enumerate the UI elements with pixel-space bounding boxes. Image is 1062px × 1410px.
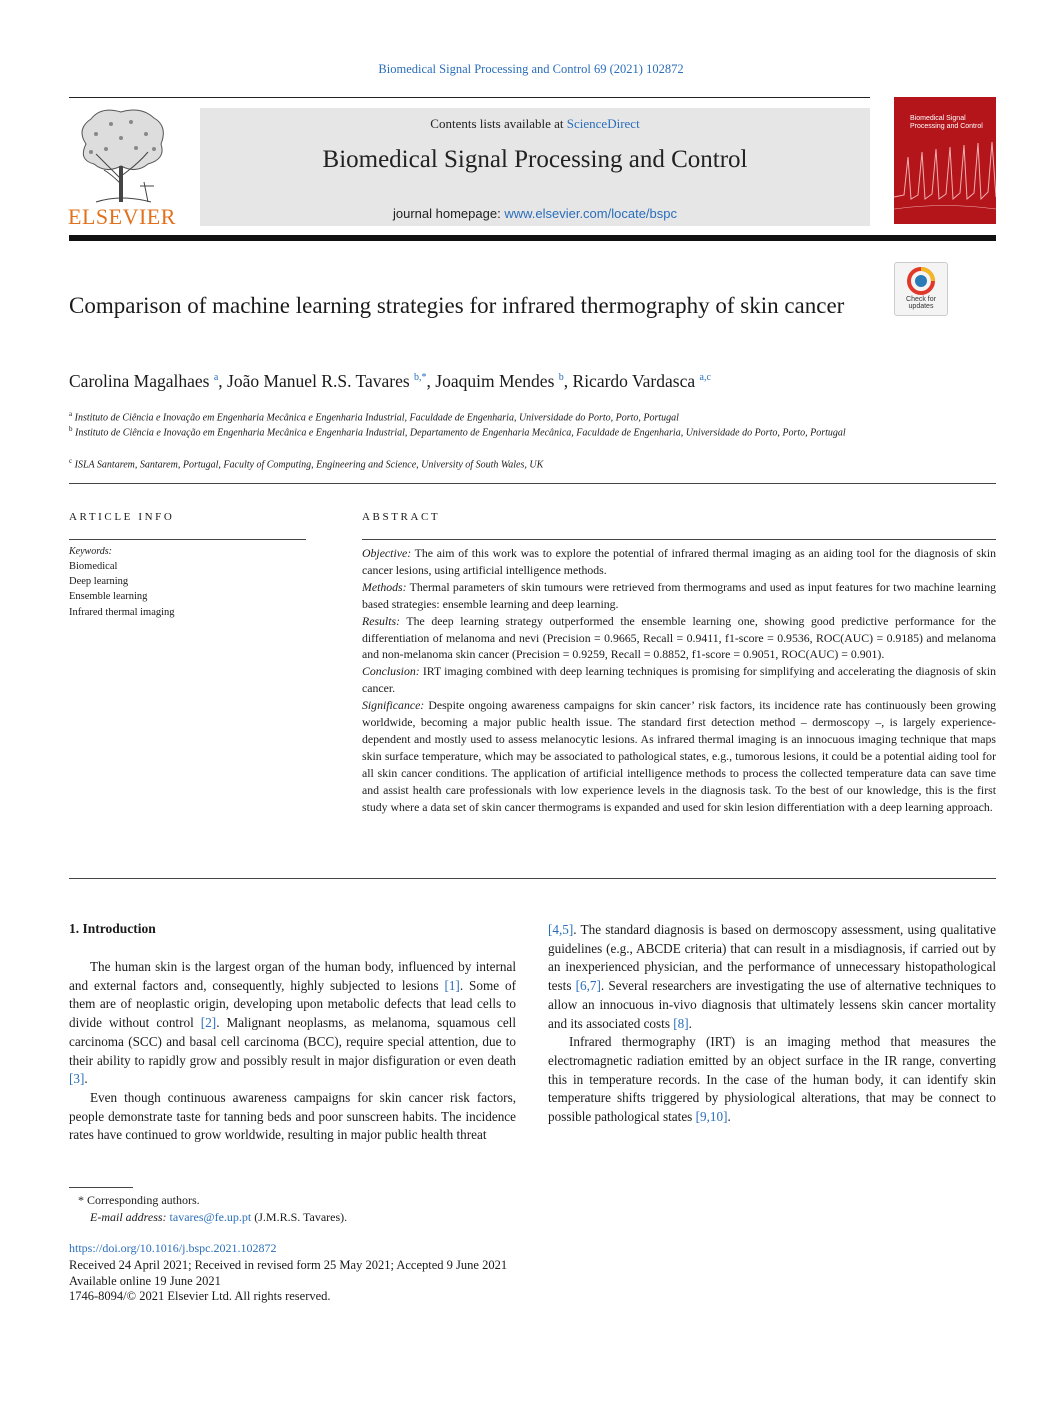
paragraph: The human skin is the largest organ of the human body, influenced by internal and external factors and, consequently, highly subjected to lesions [1]. Some of them are of neoplastic origin, developing upon metabolic defects that lead cells to divide without control [2]. Malignant neoplasms, as melanoma, squamous cell carcinoma (SCC) and basal cell carcinoma (BCC), require special attention, due to their ability to rapidly grow and possibly result in major disfiguration or even death [3]. bbox=[69, 959, 516, 1087]
abstract-heading: ABSTRACT bbox=[362, 511, 441, 523]
paragraph-continued: [4,5]. The standard diagnosis is based on dermoscopy assessment, using qualitative guidelines (e.g., ABCDE criteria) that can result in a misdiagnosis, if carried out by an inexperienced physician, and the performance of unnecessary histopathological tests [6,7]. Several researchers are investigating the use of alternative techniques to allow an innocuous in-vivo diagnosis that ultimately lessens skin cancer mortality and its associated costs [8]. bbox=[548, 922, 996, 1031]
article-info-heading: ARTICLE INFO bbox=[69, 511, 175, 523]
sciencedirect-link[interactable]: ScienceDirect bbox=[566, 116, 640, 131]
affiliation: $^c$ ISLA Santarem, Santarem, Portugal, Faculty of Computing, Engineering and Science, University of South Wales, UK bbox=[69, 457, 544, 471]
keyword: Ensemble learning bbox=[69, 591, 148, 602]
doi-link[interactable]: https://doi.org/10.1016/j.bspc.2021.102872 bbox=[69, 1241, 277, 1255]
header-rule bbox=[69, 97, 870, 98]
article-title: Comparison of machine learning strategies for infrared thermography of skin cancer bbox=[69, 293, 845, 318]
homepage-line: journal homepage: www.elsevier.com/locate/bspc bbox=[393, 206, 677, 221]
section-rule bbox=[69, 878, 996, 879]
citation-link[interactable]: [8] bbox=[673, 1015, 689, 1031]
article-history bbox=[69, 1258, 507, 1305]
corresponding-note: * Corresponding authors. bbox=[78, 1193, 200, 1207]
contents-line: Contents lists available at ScienceDirect bbox=[430, 116, 640, 131]
article-info-rule bbox=[69, 539, 306, 540]
citation-link[interactable]: [6,7] bbox=[575, 978, 601, 994]
received-dates: Received 24 April 2021; Received in revised form 25 May 2021; Accepted 9 June 2021 bbox=[69, 1258, 508, 1272]
author-name[interactable]: Joaquim Mendes bbox=[435, 371, 555, 391]
body-column-right bbox=[548, 921, 996, 1127]
body-column-left bbox=[69, 958, 516, 1145]
publisher-name: ELSEVIER bbox=[68, 204, 176, 229]
author-affil-marker[interactable]: b,* bbox=[414, 372, 427, 384]
journal-citation[interactable]: Biomedical Signal Processing and Control 69 (2021) 102872 bbox=[378, 62, 684, 76]
cover-title: Biomedical Signal Processing and Control bbox=[910, 115, 983, 130]
available-online: Available online 19 June 2021 bbox=[69, 1273, 221, 1288]
email-line: E-mail address: tavares@fe.up.pt (J.M.R.S. Tavares). bbox=[90, 1210, 348, 1224]
check-updates-icon bbox=[907, 267, 935, 295]
footnote-rule bbox=[69, 1187, 133, 1188]
journal-cover[interactable] bbox=[894, 97, 996, 224]
abstract-conclusion: Conclusion: IRT imaging combined with deep learning techniques is promising for simplifying and accelerating the diagnosis of skin cancer. bbox=[362, 664, 996, 696]
keyword: Biomedical bbox=[69, 561, 118, 572]
author-affil-marker[interactable]: a bbox=[213, 372, 219, 384]
abstract-rule bbox=[362, 539, 996, 540]
citation-link[interactable]: [9,10] bbox=[695, 1109, 728, 1125]
paragraph: Even though continuous awareness campaigns for skin cancer risk factors, people demonstrate taste for tanning beds and poor sunscreen habits. The incidence rates have continued to grow worldwide, resulting in major public health threat bbox=[69, 1089, 516, 1143]
email-link[interactable]: tavares@fe.up.pt bbox=[169, 1210, 252, 1224]
author-affil-marker[interactable]: a,c bbox=[699, 372, 711, 384]
keyword: Deep learning bbox=[69, 576, 129, 587]
check-updates-label: Check for updates bbox=[906, 296, 936, 310]
introduction-heading: 1. Introduction bbox=[69, 921, 156, 936]
abstract-body bbox=[362, 545, 996, 816]
abstract-methods: Methods: Thermal parameters of skin tumours were retrieved from thermograms and used as input features for two machine learning based strategies: ensemble learning and deep learning. bbox=[362, 579, 996, 611]
author-affil-marker[interactable]: b bbox=[558, 372, 564, 384]
author-name[interactable]: Ricardo Vardasca bbox=[572, 371, 696, 391]
homepage-link[interactable]: www.elsevier.com/locate/bspc bbox=[504, 206, 677, 221]
journal-banner bbox=[200, 108, 870, 226]
citation-link[interactable]: [2] bbox=[200, 1015, 217, 1031]
keywords-label: Keywords: bbox=[69, 546, 112, 557]
citation-link[interactable]: [4,5] bbox=[548, 922, 574, 937]
abstract-objective: Objective: The aim of this work was to explore the potential of infrared thermal imaging as an aiding tool for the diagnosis of skin cancer lesions, using artificial intelligence methods. bbox=[362, 546, 996, 577]
affiliation: $^b$ Instituto de Ciência e Inovação em Engenharia Mecânica e Engenharia Industrial, Departamento de Engenharia Mecânica, Faculdade de Engenharia, Universidade do Porto, Porto, Portugal bbox=[69, 425, 846, 439]
paragraph: Infrared thermography (IRT) is an imaging method that measures the electromagnetic radiation emitted by an object surface in the IR range, converting this in temperature records. In the case of the human body, it can identify skin temperature shifts triggered by physiological alterations, that may be connect to possible pathological states [9,10]. bbox=[548, 1034, 996, 1125]
copyright: 1746-8094/© 2021 Elsevier Ltd. All rights reserved. bbox=[69, 1289, 331, 1303]
abstract-results: Results: The deep learning strategy outperformed the ensemble learning one, showing good predictive performance for the differentiation of melanoma and nevi (Precision = 0.9665, Recall = 0.9411, f1-score = 0.9536, ROC(AUC) = 0.9185) and melanoma and non-melanoma skin cancer (Precision = 0.9259, Recall = 0.8852, f1-score = 0.9051, ROC(AUC) = 0.901). bbox=[362, 613, 996, 662]
section-rule bbox=[69, 483, 996, 484]
author-name[interactable]: João Manuel R.S. Tavares bbox=[227, 371, 410, 391]
header-thick-rule bbox=[69, 235, 996, 241]
citation-link[interactable]: [1] bbox=[444, 977, 460, 993]
journal-title: Biomedical Signal Processing and Control bbox=[322, 146, 748, 173]
keyword: Infrared thermal imaging bbox=[69, 607, 175, 618]
cover-signal-graphic bbox=[894, 137, 996, 224]
author-name[interactable]: Carolina Magalhaes bbox=[69, 371, 210, 391]
citation-link[interactable]: [3] bbox=[69, 1071, 85, 1087]
affiliation: $^a$ Instituto de Ciência e Inovação em Engenharia Mecânica e Engenharia Industrial, Faculdade de Engenharia, Universidade do Porto, Porto, Portugal bbox=[69, 410, 679, 424]
abstract-significance: Significance: Despite ongoing awareness campaigns for skin cancer’ risk factors, its incidence rate has continuously been growing worldwide, becoming a major public health issue. The standard first detection method – dermoscopy –, is largely experience-dependent and mostly used to assess melanocytic lesions. As infrared thermal imaging is an innocuous imaging technique that maps skin surface temperature, which may be associated to pathological states, e.g., tumorous lesions, it could be a potential aiding tool for all skin cancer conditions. The application of artificial intelligence methods to process the collected temperature data can save time and assist health care professionals with low experience levels in the diagnosis task. To the best of our knowledge, this is the first study where a data set of skin cancer thermograms is expanded and used for skin lesion differentiation with a deep learning approach. bbox=[362, 698, 996, 814]
author-list: Carolina Magalhaes $^a$, João Manuel R.S. Tavares $^{b,*}$, Joaquim Mendes $^b$, Ricardo Vardasca $^{a,c}$ bbox=[69, 371, 711, 391]
check-for-updates-badge[interactable] bbox=[894, 262, 948, 316]
